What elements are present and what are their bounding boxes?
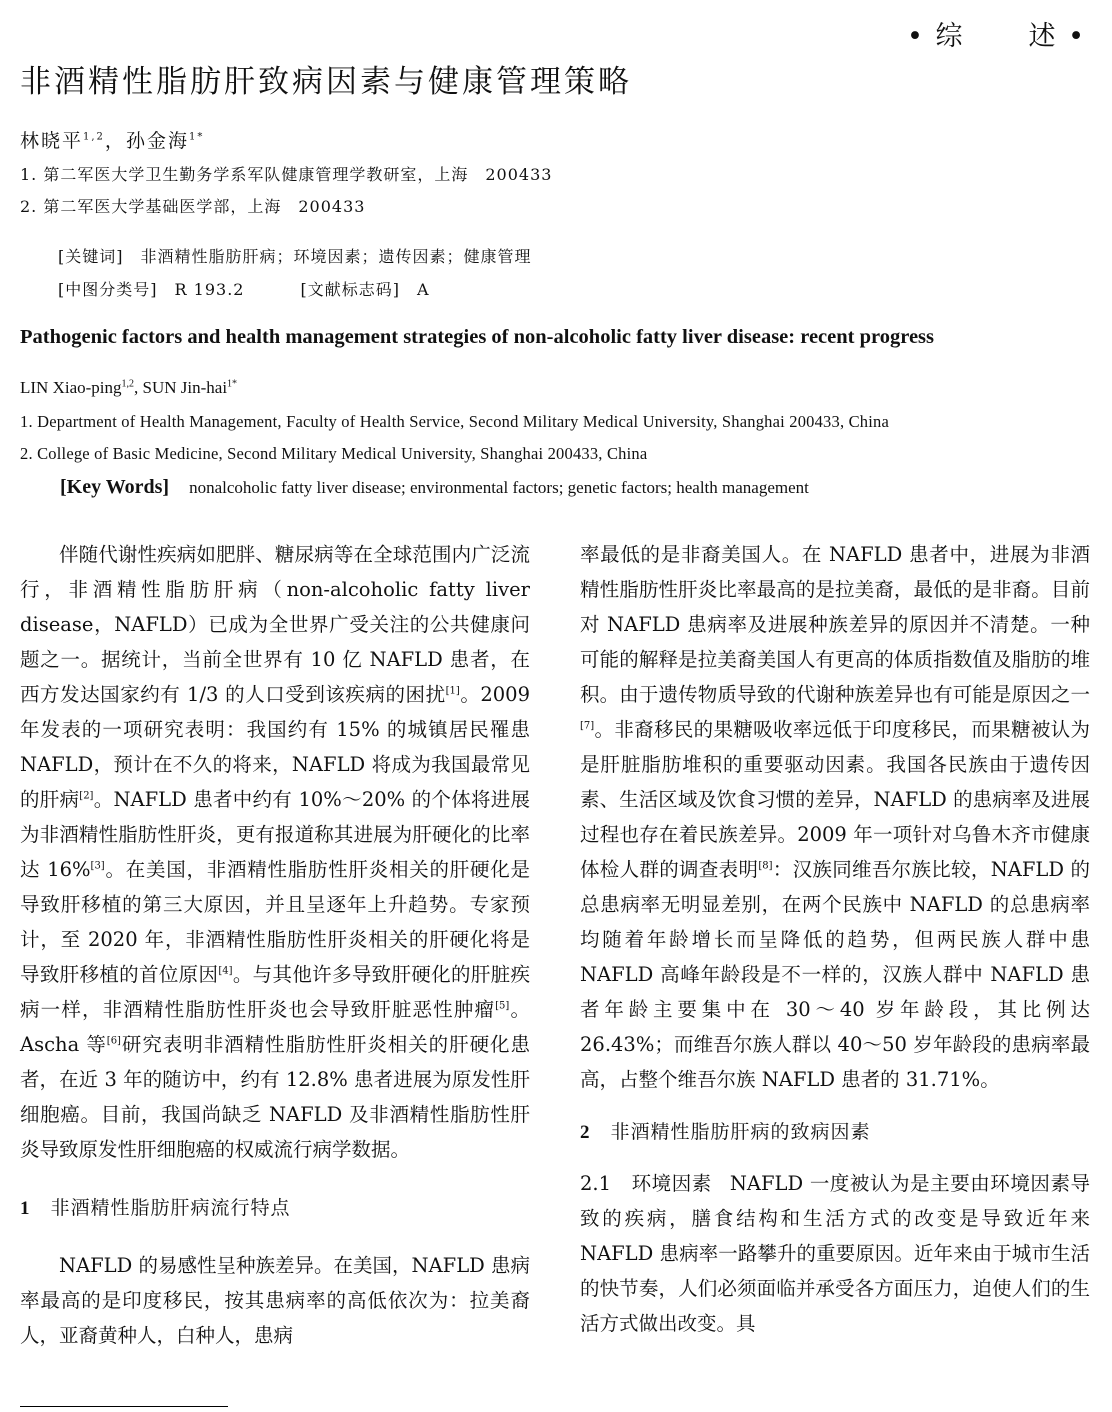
citation-3: [3] (90, 860, 105, 872)
keywords-cn-label: [关键词] (58, 247, 124, 266)
citation-2: [2] (79, 790, 94, 802)
title-en: Pathogenic factors and health management strategies of non-alcoholic fatty liver disease: recent progress (20, 326, 935, 348)
keywords-cn (58, 244, 532, 267)
section-2-title: 非酒精性脂肪肝病的致病因素 (610, 1121, 871, 1143)
citation-4: [4] (218, 965, 233, 977)
keywords-en (60, 476, 809, 499)
author-1-name: 林晓平 (20, 130, 84, 152)
section-tag-right: 述 • (1028, 21, 1086, 52)
section-2-heading (580, 1115, 1090, 1150)
citation-1: [1] (445, 685, 460, 697)
citation-5: [5] (495, 1000, 510, 1012)
text-run: 。2009 年发表的一项研究表明：我国约有 15% 的城镇居民罹患 NAFLD，预计在不久的将来，NAFLD 将成为我国最常见的肝病 (20, 683, 530, 811)
affiliation-cn-2: 2. 第二军医大学基础医学部，上海 200433 (20, 197, 366, 216)
body-column-right (580, 537, 1090, 1341)
keywords-cn-text: 非酒精性脂肪肝病；环境因素；遗传因素；健康管理 (140, 247, 532, 266)
text-run: 研究表明非酒精性脂肪性肝炎相关的肝硬化患者，在近 3 年的随访中，约有 12.8% 患者进展为原发性肝细胞癌。目前，我国尚缺乏 NAFLD 及非酒精性脂肪性肝炎导致原发性肝细胞癌的权威流行病学数据。 (20, 1033, 530, 1161)
author-2-sup: 1* (188, 131, 205, 143)
author-sep: ， (104, 130, 126, 152)
section-tag-left: • 综 (906, 21, 965, 52)
section-tag (907, 14, 1086, 53)
text-run: 。NAFLD 患者中约有 10%～20% 的个体将进展为非酒精性脂肪性肝炎，更有报道称其进展为肝硬化的比率达 16% (20, 788, 530, 881)
text-run: 率最低的是非裔美国人。在 NAFLD 患者中，进展为非酒精性脂肪性肝炎比率最高的是拉美裔，最低的是非裔。目前对 NAFLD 患病率及进展种族差异的原因并不清楚。一种可能的解释是拉美裔美国人有更高的体质指数值及脂肪的堆积。由于遗传物质导致的代谢种族差异也有可能是原因之一 (580, 543, 1090, 706)
continued-paragraph (580, 537, 1090, 1097)
clc-value: R 193.2 (174, 280, 245, 299)
subsection-2-1-heading: 2.1 环境因素 (580, 1172, 712, 1195)
text-run: 。与其他许多导致肝硬化的肝脏疾病一样，非酒精性脂肪性肝炎也会导致肝脏恶性肿瘤 (20, 963, 530, 1021)
section-2-number: 2 (580, 1122, 591, 1143)
citation-8: [8] (758, 860, 773, 872)
section-1-title: 非酒精性脂肪肝病流行特点 (50, 1197, 291, 1219)
citation-6: [6] (106, 1035, 121, 1047)
text-run: 。在美国，非酒精性脂肪性肝炎相关的肝硬化是导致肝移植的第三大原因，并且呈逐年上升趋势。专家预计，至 2020 年，非酒精性脂肪性肝炎相关的肝硬化将是导致肝移植的首位原因 (20, 858, 530, 986)
keywords-en-text: nonalcoholic fatty liver disease; environmental factors; genetic factors; health management (189, 478, 809, 497)
author-en-1-name: LIN Xiao-ping (20, 378, 122, 397)
affiliation-en-1: 1. Department of Health Management, Faculty of Health Service, Second Military Medical University, Shanghai 200433, China (20, 412, 890, 431)
clc-label: [中图分类号] (58, 280, 158, 299)
affiliation-cn-1: 1. 第二军医大学卫生勤务学系军队健康管理学教研室，上海 200433 (20, 165, 553, 184)
author-en-2-name: SUN Jin-hai (142, 378, 228, 397)
affiliation-en-2: 2. College of Basic Medicine, Second Military Medical University, Shanghai 200433, China (20, 444, 648, 463)
author-en-1-sup: 1,2 (121, 378, 135, 390)
author-en-sep: , (134, 378, 143, 397)
footnote-divider (20, 1406, 228, 1407)
text-run: 。Ascha 等 (20, 998, 530, 1056)
doc-value: A (416, 280, 430, 299)
authors-en (20, 378, 237, 398)
section-1-number: 1 (20, 1198, 31, 1219)
section-2-1-paragraph (580, 1166, 1090, 1341)
authors-cn (20, 126, 204, 153)
text-run: NAFLD 一度被认为是主要由环境因素导致的疾病，膳食结构和生活方式的改变是导致近年来 NAFLD 患病率一路攀升的重要原因。近年来由于城市生活的快节奏，人们必须面临并承受各方面压力，迫使人们的生活方式做出改变。具 (580, 1172, 1090, 1335)
citation-7: [7] (580, 720, 595, 732)
text-run: ：汉族同维吾尔族比较，NAFLD 的总患病率无明显差别，在两个民族中 NAFLD 的总患病率均随着年龄增长而呈降低的趋势，但两民族人群中患 NAFLD 高峰年龄段是不一样的，汉族人群中 NAFLD 患者年龄主要集中在 30～40 岁年龄段，其比例达 26.43%；而维吾尔族人群以 40～50 岁年龄段的患病率最高，占整个维吾尔族 NAFLD 患者的 31.71%。 (580, 858, 1090, 1091)
keywords-en-label: [Key Words] (60, 476, 170, 498)
doc-label: [文献标志码] (300, 280, 400, 299)
body-column-left (20, 537, 530, 1353)
classification (58, 277, 430, 300)
section-1-paragraph: NAFLD 的易感性呈种族差异。在美国，NAFLD 患病率最高的是印度移民，按其患病率的高低依次为：拉美裔人，亚裔黄种人，白种人，患病 (20, 1254, 530, 1347)
text-run: 。非裔移民的果糖吸收率远低于印度移民，而果糖被认为是肝脏脂肪堆积的重要驱动因素。我国各民族由于遗传因素、生活区域及饮食习惯的差异，NAFLD 的患病率及进展过程也存在着民族差异。2009 年一项针对乌鲁木齐市健康体检人群的调查表明 (580, 718, 1090, 881)
title-cn: 非酒精性脂肪肝致病因素与健康管理策略 (20, 64, 632, 100)
text-run: 伴随代谢性疾病如肥胖、糖尿病等在全球范围内广泛流行，非酒精性脂肪肝病（non-alcoholic fatty liver disease，NAFLD）已成为全世界广受关注的公共健康问题之一。据统计，当前全世界有 10 亿 NAFLD 患者，在西方发达国家约有 1/3 的人口受到该疾病的困扰 (20, 543, 530, 706)
section-1-heading (20, 1191, 530, 1226)
author-en-2-sup: 1* (227, 378, 238, 390)
author-1-sup: 1,2 (83, 131, 105, 143)
intro-paragraph (20, 537, 530, 1167)
author-2-name: 孙金海 (125, 130, 189, 152)
